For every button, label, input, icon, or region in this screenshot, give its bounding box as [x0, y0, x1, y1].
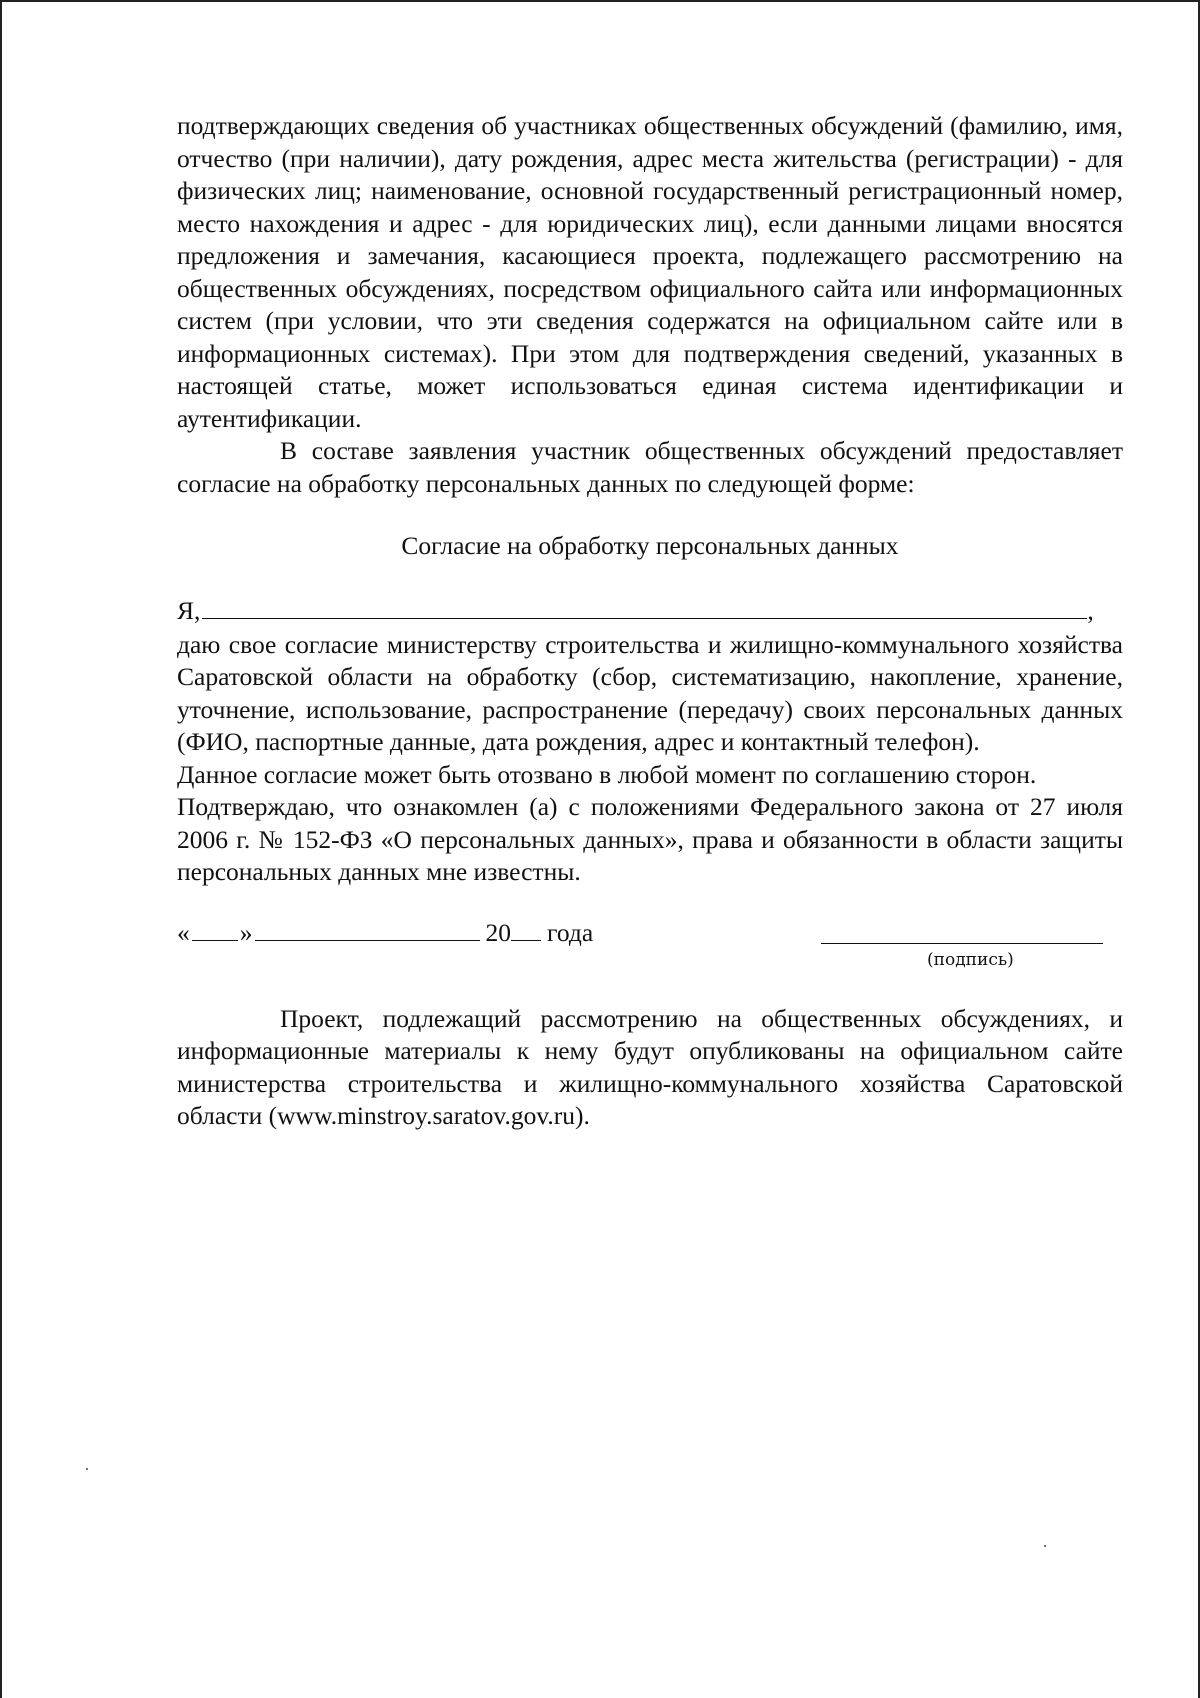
scan-speck	[86, 1468, 88, 1470]
consent-text: даю свое согласие министерству строительства и жилищно-коммунального хозяйства Саратовской области на обработку (сбор, систематизацию, накопление, хранение, уточнение, использование, распространение (передачу) своих персональных данных (ФИО, паспортные данные, дата рождения, адрес и контактный телефон).	[177, 629, 1123, 756]
year-blank-field[interactable]	[511, 920, 541, 941]
signature-caption: (подпись)	[927, 949, 1014, 970]
date-close-quote: »	[239, 917, 253, 947]
acknowledgement-text: Подтверждаю, что ознакомлен (а) с положениями Федерального закона от 27 июля 2006 г. № 152-ФЗ «О персональных данных», права и обязанности в области защиты персональных данных мне известны.	[177, 792, 1123, 886]
date-open-quote: «	[177, 917, 190, 947]
name-blank-field[interactable]	[202, 596, 1087, 619]
name-prefix: Я,	[177, 595, 201, 625]
signature-blank-field[interactable]	[821, 943, 1103, 944]
revocation-text: Данное согласие может быть отозвано в любой момент по соглашению сторон.	[177, 759, 1037, 789]
date-signature-row	[177, 917, 1123, 981]
day-blank-field[interactable]	[192, 920, 238, 941]
paragraph-confirming-details: подтверждающих сведения об участниках общественных обсуждений (фамилию, имя, отчество (при наличии), дату рождения, адрес места жительства (регистрации) - для физических лиц; наименование, основной государственный регистрационный номер, место нахождения и адрес - для юридических лиц), если данными лицами вносятся предложения и замечания, касающиеся проекта, подлежащего рассмотрению на общественных обсуждениях, посредством официального сайта или информационных систем (при условии, что эти сведения содержатся на официальном сайте или в информационных системах). При этом для подтверждения сведений, указанных в настоящей статье, может использоваться единая система идентификации и аутентификации.	[177, 111, 1123, 433]
month-blank-field[interactable]	[255, 920, 480, 941]
document-body	[177, 110, 1123, 1133]
date-field-group	[177, 917, 593, 950]
consent-form-title: Согласие на обработку персональных данных	[401, 531, 899, 560]
scan-speck	[1044, 1545, 1046, 1547]
year-word: года	[547, 917, 594, 947]
year-prefix: 20	[485, 917, 511, 947]
publication-notice: Проект, подлежащий рассмотрению на общественных обсуждениях, и информационные материалы к нему будут опубликованы на официальном сайте министерства строительства и жилищно-коммунального хозяйства Саратовской области (www.minstroy.saratov.gov.ru).	[177, 1003, 1123, 1130]
name-suffix-comma: ,	[1087, 595, 1094, 625]
name-entry-line	[177, 595, 1123, 629]
paragraph-consent-intro: В составе заявления участник общественных обсуждений предоставляет согласие на обработку персональных данных по следующей форме:	[177, 436, 1123, 498]
